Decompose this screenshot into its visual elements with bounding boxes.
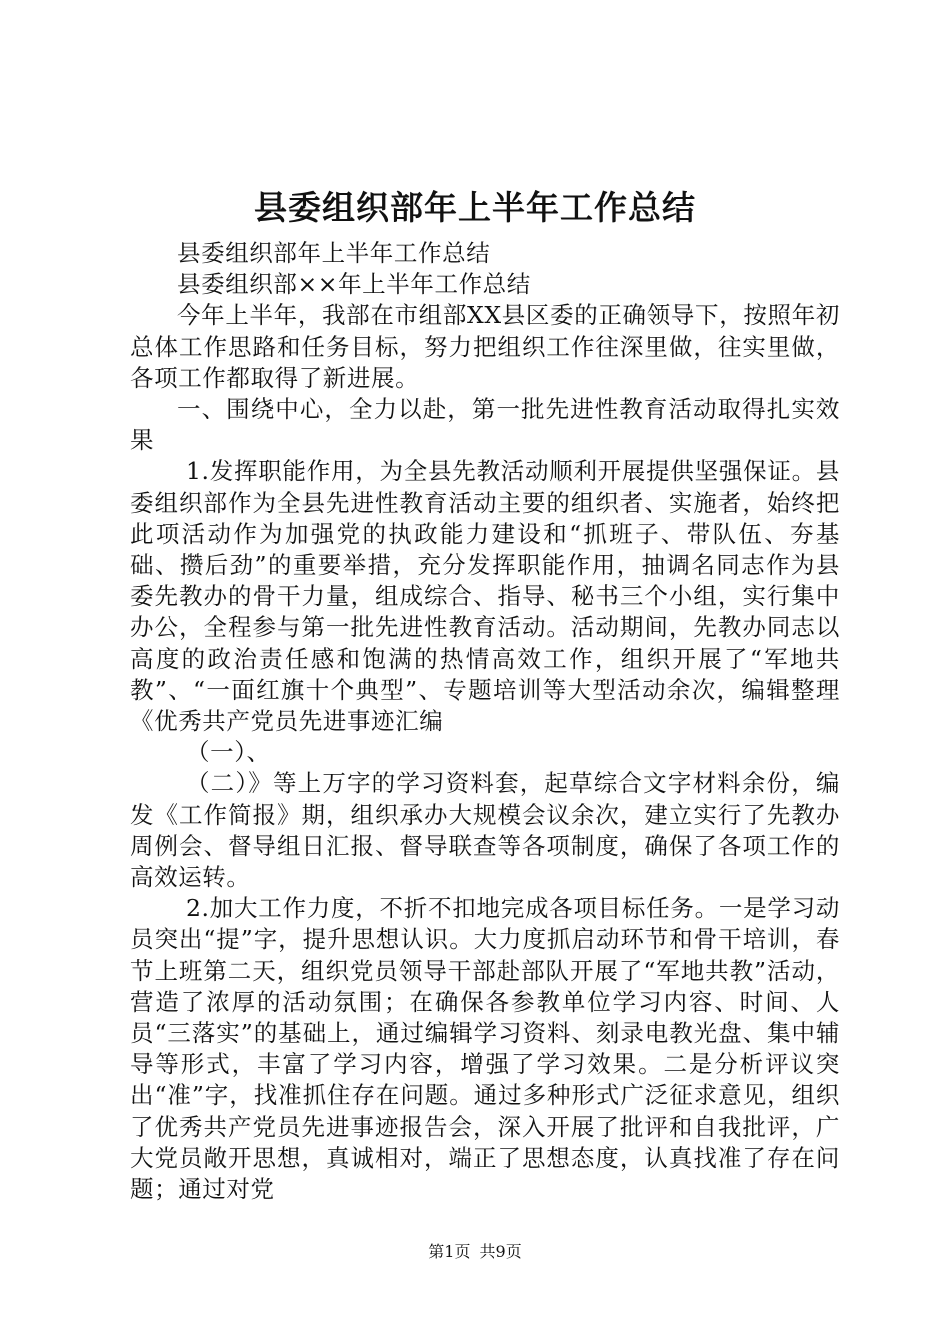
page-number-total: 共9页: [479, 1242, 522, 1261]
page-footer: [0, 1240, 950, 1264]
document-body: [130, 238, 840, 1205]
page-number-current: 第1页: [428, 1242, 471, 1261]
paragraph-subtitle: 县委组织部××年上半年工作总结: [177, 270, 531, 299]
paragraph-intro: 今年上半年，我部在市组部XX县区委的正确领导下，按照年初总体工作思路和任务目标，努力把组织工作往深里做，往实里做，各项工作都取得了新进展。: [130, 301, 840, 392]
paragraph-fragment-two: （二）》等上万字的学习资料套，起草综合文字材料余份，编发《工作简报》期，组织承办大规模会议余次，建立实行了先教办周例会、督导组日汇报、督导联查等各项制度，确保了各项工作的高效运转。: [130, 769, 840, 892]
document-title: 县委组织部年上半年工作总结: [254, 188, 696, 227]
paragraph-item-two: 2.加大工作力度，不折不扣地完成各项目标任务。一是学习动员突出“提”字，提升思想认识。大力度抓启动环节和骨干培训，春节上班第二天，组织党员领导干部赴部队开展了“军地共教”活动，营造了浓厚的活动氛围；在确保各参教单位学习内容、时间、人员“三落实”的基础上，通过编辑学习资料、刻录电教光盘、集中辅导等形式，丰富了学习内容，增强了学习效果。二是分析评议突出“准”字，找准抓住存在问题。通过多种形式广泛征求意见，组织了优秀共产党员先进事迹报告会，深入开展了批评和自我批评，广大党员敞开思想，真诚相对，端正了思想态度，认真找准了存在问题；通过对党: [130, 894, 840, 1204]
paragraph-item-one: 1.发挥职能作用，为全县先教活动顺利开展提供坚强保证。县委组织部作为全县先进性教育活动主要的组织者、实施者，始终把此项活动作为加强党的执政能力建设和“抓班子、带队伍、夯基础、攒后劲”的重要举措，充分发挥职能作用，抽调名同志作为县委先教办的骨干力量，组成综合、指导、秘书三个小组，实行集中办公，全程参与第一批先进性教育活动。活动期间，先教办同志以高度的政治责任感和饱满的热情高效工作，组织开展了“军地共教”、“一面红旗十个典型”、专题培训等大型活动余次，编辑整理《优秀共产党员先进事迹汇编: [130, 457, 840, 736]
paragraph-section-one-heading: 一、围绕中心，全力以赴，第一批先进性教育活动取得扎实效果: [130, 395, 840, 455]
paragraph-heading-repeat: 县委组织部年上半年工作总结: [177, 239, 491, 267]
paragraph-fragment-one: （一）、: [186, 738, 271, 767]
